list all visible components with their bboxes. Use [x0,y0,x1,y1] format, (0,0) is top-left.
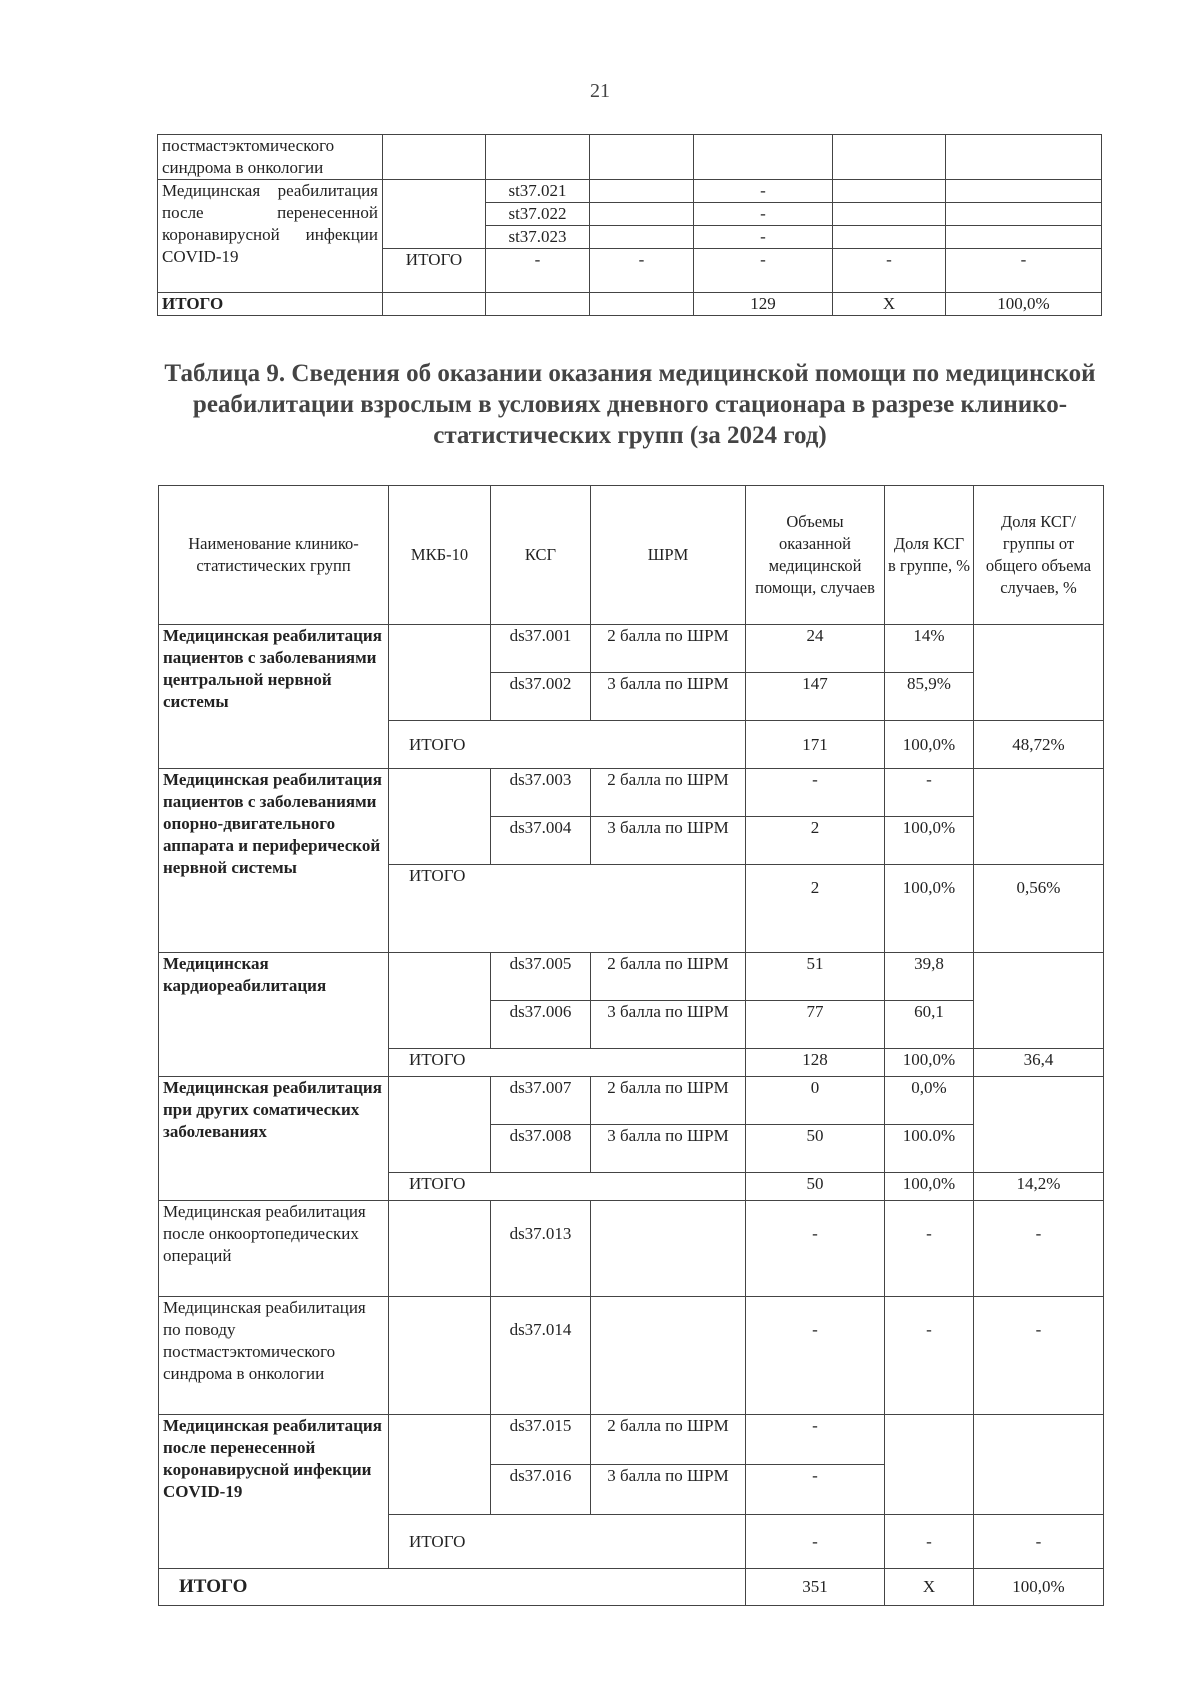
header-share-total: Доля КСГ/группы от общего объема случаев, % [974,486,1104,625]
grand-total-share: Х [885,1569,974,1606]
ksg-code: ds37.016 [491,1465,591,1515]
table-row [159,953,1104,1001]
volume-cell: - [694,180,833,203]
volume-cell: - [746,769,885,817]
header-volume: Объемы оказанной медицинской помощи, случаев [746,486,885,625]
volume-cell: - [746,1201,885,1297]
share-cell: 85,9% [885,673,974,721]
value-cell: - [833,249,946,293]
share-total-cell: - [974,1297,1104,1415]
ksg-code: ds37.008 [491,1125,591,1173]
table-header-row [159,486,1104,625]
volume-cell: - [746,1415,885,1465]
table-row [158,293,1102,316]
volume-cell: - [746,1465,885,1515]
ksg-code: ds37.013 [491,1201,591,1297]
grand-total-percent: 100,0% [974,1569,1104,1606]
share-total-cell: 0,56% [974,865,1104,953]
shrm-cell: 3 балла по ШРМ [591,1001,746,1049]
ksg-code: ds37.014 [491,1297,591,1415]
itogo-label: ИТОГО [389,721,746,769]
value-cell: - [590,249,694,293]
total-percent: 100,0% [946,293,1102,316]
itogo-label: ИТОГО [383,249,486,293]
table-row [159,625,1104,673]
table-row [159,1077,1104,1125]
share-cell: 60,1 [885,1001,974,1049]
volume-cell: - [694,203,833,226]
group-name: Медицинская кардиореабилитация [159,953,389,1077]
group-name: Медицинская реабилитация при других соматических заболеваниях [159,1077,389,1201]
grand-total-label: ИТОГО [159,1569,746,1606]
group-name: Медицинская реабилитация по поводу постмастэктомического синдрома в онкологии [159,1297,389,1415]
header-shrm: ШРМ [591,486,746,625]
shrm-cell: 3 балла по ШРМ [591,1125,746,1173]
volume-cell: 171 [746,721,885,769]
share-cell: - [885,769,974,817]
share-cell: 100,0% [885,721,974,769]
header-share: Доля КСГ в группе, % [885,486,974,625]
share-total-cell: 14,2% [974,1173,1104,1201]
share-cell: 100,0% [885,1049,974,1077]
volume-cell: 24 [746,625,885,673]
shrm-cell: 2 балла по ШРМ [591,953,746,1001]
header-ksg: КСГ [491,486,591,625]
shrm-cell: 2 балла по ШРМ [591,1415,746,1465]
ksg-code: ds37.006 [491,1001,591,1049]
share-cell: - [885,1201,974,1297]
table-row [158,135,1102,180]
ksg-code: ds37.002 [491,673,591,721]
table-row [159,769,1104,817]
table-title: Таблица 9. Сведения об оказании оказания медицинской помощи по медицинской реабилитации взрослым в условиях дневного стационара в разрезе клинико-статистических групп (за 2024 год) [164,360,1096,449]
ksg-code: ds37.015 [491,1415,591,1465]
value-cell: - [486,249,590,293]
shrm-cell: 2 балла по ШРМ [591,625,746,673]
group-name: Медицинская реабилитация пациентов с заболеваниями центральной нервной системы [159,625,389,769]
value-cell: - [946,249,1102,293]
ksg-code: ds37.001 [491,625,591,673]
ksg-code: st37.021 [486,180,590,203]
shrm-cell: 3 балла по ШРМ [591,817,746,865]
volume-cell: 51 [746,953,885,1001]
share-total-cell: - [974,1201,1104,1297]
volume-cell: 128 [746,1049,885,1077]
group-name: Медицинская реабилитация пациентов с заболеваниями опорно-двигательного аппарата и периферической нервной системы [159,769,389,953]
volume-cell: 2 [746,817,885,865]
share-cell: 100,0% [885,817,974,865]
itogo-label: ИТОГО [389,1049,746,1077]
grand-total-row [159,1569,1104,1606]
shrm-cell: 3 балла по ШРМ [591,1465,746,1515]
volume-cell: 50 [746,1125,885,1173]
table-row [158,180,1102,203]
page-number: 21 [590,80,610,102]
table-9 [158,485,1104,1606]
share-cell: - [885,1515,974,1569]
ksg-code: ds37.005 [491,953,591,1001]
share-cell: 14% [885,625,974,673]
share-cell: - [885,1297,974,1415]
share-total-cell: 48,72% [974,721,1104,769]
ksg-code: st37.023 [486,226,590,249]
group-name: Медицинская реабилитация после перенесенной коронавирусной инфекции COVID-19 [158,180,383,293]
total-volume: 129 [694,293,833,316]
share-cell: 100.0% [885,1125,974,1173]
volume-cell: 50 [746,1173,885,1201]
volume-cell: - [694,226,833,249]
volume-cell: 2 [746,865,885,953]
header-mkb: МКБ-10 [389,486,491,625]
previous-table [157,134,1102,316]
table-row [159,1297,1104,1415]
group-name: Медицинская реабилитация после онкоортопедических операций [159,1201,389,1297]
shrm-cell: 2 балла по ШРМ [591,769,746,817]
ksg-code: ds37.004 [491,817,591,865]
group-name: постмастэктомического синдрома в онкологии [158,135,383,180]
volume-cell: - [746,1515,885,1569]
group-name: Медицинская реабилитация после перенесенной коронавирусной инфекции COVID-19 [159,1415,389,1569]
total-label: ИТОГО [158,293,383,316]
table-row [159,1201,1104,1297]
ksg-code: st37.022 [486,203,590,226]
volume-cell: 77 [746,1001,885,1049]
total-share: Х [833,293,946,316]
grand-total-volume: 351 [746,1569,885,1606]
ksg-code: ds37.007 [491,1077,591,1125]
share-cell: 100,0% [885,1173,974,1201]
share-cell: 39,8 [885,953,974,1001]
volume-cell: 0 [746,1077,885,1125]
header-name: Наименование клинико-статистических групп [159,486,389,625]
itogo-label: ИТОГО [389,1515,746,1569]
share-cell: 100,0% [885,865,974,953]
shrm-cell: 3 балла по ШРМ [591,673,746,721]
share-total-cell: 36,4 [974,1049,1104,1077]
value-cell: - [694,249,833,293]
volume-cell: - [746,1297,885,1415]
itogo-label: ИТОГО [389,1173,746,1201]
itogo-label: ИТОГО [389,865,746,953]
table-row [159,1415,1104,1465]
shrm-cell: 2 балла по ШРМ [591,1077,746,1125]
ksg-code: ds37.003 [491,769,591,817]
share-cell: 0,0% [885,1077,974,1125]
share-total-cell: - [974,1515,1104,1569]
volume-cell: 147 [746,673,885,721]
